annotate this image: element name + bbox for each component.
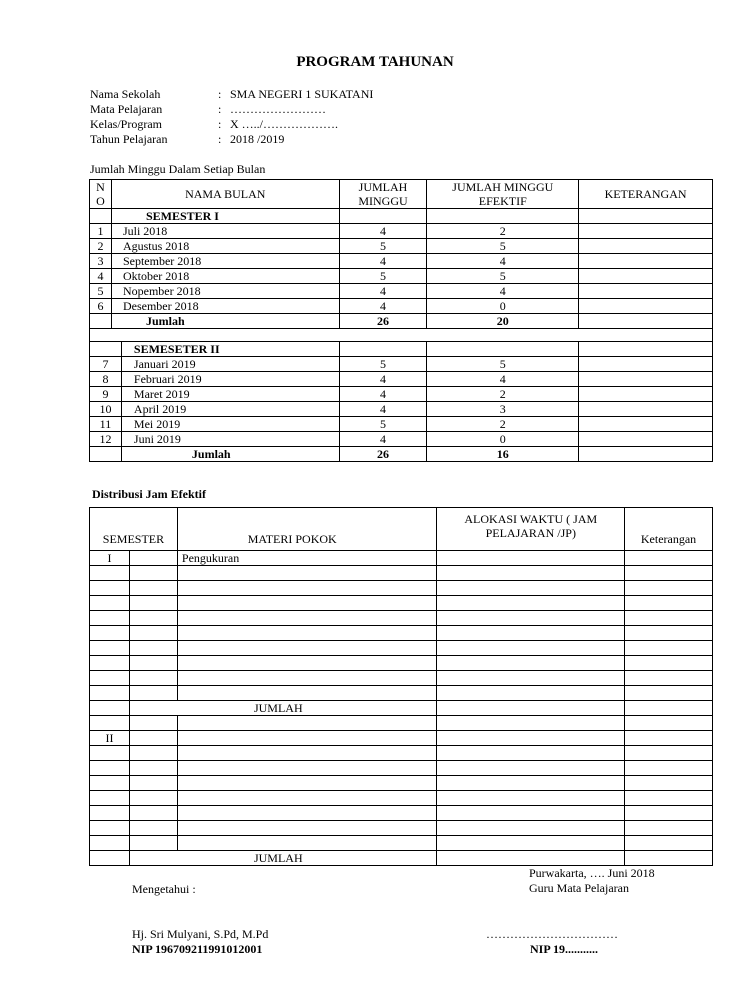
note-cell xyxy=(625,761,713,776)
info-separator: : xyxy=(218,102,222,116)
effective-value: 2 xyxy=(427,417,579,432)
month-row xyxy=(90,372,713,387)
month-name: Januari 2019 xyxy=(121,357,339,372)
materi-cell xyxy=(177,611,437,626)
note-cell xyxy=(625,656,713,671)
materi-cell xyxy=(177,716,437,731)
header-no-line: N xyxy=(96,180,105,194)
alokasi-cell xyxy=(437,761,625,776)
materi-cell xyxy=(177,791,437,806)
header-effective xyxy=(427,180,579,209)
effective-value: 2 xyxy=(427,387,579,402)
semester2-rows xyxy=(90,357,713,447)
total-row xyxy=(90,701,713,716)
month-name: Juli 2018 xyxy=(111,224,339,239)
table-cell xyxy=(90,209,112,224)
total-weeks: 26 xyxy=(339,447,427,462)
table-cell xyxy=(129,596,177,611)
semester-cell xyxy=(90,626,130,641)
row-number: 12 xyxy=(90,432,122,447)
row-number: 8 xyxy=(90,372,122,387)
note-cell xyxy=(625,791,713,806)
note-cell xyxy=(625,566,713,581)
effective-value: 5 xyxy=(427,239,579,254)
month-row xyxy=(90,402,713,417)
materi-cell xyxy=(177,761,437,776)
semester-cell xyxy=(90,836,130,851)
table-cell xyxy=(129,686,177,701)
weeks-value: 5 xyxy=(339,239,427,254)
materi-cell xyxy=(177,776,437,791)
row-number: 9 xyxy=(90,387,122,402)
semester-heading-row xyxy=(90,342,713,357)
table-cell xyxy=(129,656,177,671)
table-cell xyxy=(129,671,177,686)
table-header-row xyxy=(90,180,713,209)
note-cell xyxy=(625,551,713,566)
table-row xyxy=(90,626,713,641)
effective-value: 2 xyxy=(427,224,579,239)
table-row xyxy=(90,761,713,776)
distribution-rows xyxy=(90,551,713,866)
note-cell xyxy=(625,686,713,701)
semester-label: SEMESETER II xyxy=(121,342,339,357)
month-row xyxy=(90,239,713,254)
table-row xyxy=(90,731,713,746)
note-value xyxy=(579,357,713,372)
month-row xyxy=(90,357,713,372)
effective-value: 0 xyxy=(427,299,579,314)
weeks-value: 4 xyxy=(339,299,427,314)
table-row xyxy=(90,611,713,626)
materi-cell xyxy=(177,626,437,641)
table-cell xyxy=(129,716,177,731)
table-cell xyxy=(579,342,713,357)
table-cell xyxy=(90,342,122,357)
table-row xyxy=(90,806,713,821)
note-cell xyxy=(625,581,713,596)
principal-nip: NIP 196709211991012001 xyxy=(132,942,263,956)
page-title: PROGRAM TAHUNAN xyxy=(296,54,454,70)
semester-cell xyxy=(90,821,130,836)
info-value: X …../………………. xyxy=(230,117,338,131)
weeks-value: 5 xyxy=(339,357,427,372)
effective-value: 4 xyxy=(427,372,579,387)
table-cell xyxy=(129,836,177,851)
materi-cell xyxy=(177,596,437,611)
row-number: 11 xyxy=(90,417,122,432)
acknowledged-heading: Mengetahui : xyxy=(132,882,196,896)
alokasi-cell xyxy=(437,551,625,566)
table-cell xyxy=(129,806,177,821)
month-row xyxy=(90,284,713,299)
semester-cell xyxy=(90,791,130,806)
weeks-value: 5 xyxy=(339,417,427,432)
effective-value: 5 xyxy=(427,269,579,284)
info-label: Kelas/Program xyxy=(90,117,162,131)
materi-cell xyxy=(177,731,437,746)
table-cell xyxy=(427,209,579,224)
semester-cell xyxy=(90,716,130,731)
table-row xyxy=(90,791,713,806)
header-note: Keterangan xyxy=(625,508,713,551)
month-name: September 2018 xyxy=(111,254,339,269)
info-label: Mata Pelajaran xyxy=(90,102,163,116)
total-label: Jumlah xyxy=(121,447,339,462)
table-cell xyxy=(90,851,130,866)
materi-cell xyxy=(177,581,437,596)
semester-cell xyxy=(90,611,130,626)
signature-right-bottom xyxy=(486,927,618,957)
month-name: Nopember 2018 xyxy=(111,284,339,299)
note-cell xyxy=(625,596,713,611)
principal-name: Hj. Sri Mulyani, S.Pd, M.Pd xyxy=(132,927,269,941)
table-cell xyxy=(625,851,713,866)
info-value: …………………… xyxy=(230,102,326,116)
month-row xyxy=(90,224,713,239)
total-row xyxy=(90,447,713,462)
total-label: JUMLAH xyxy=(129,851,437,866)
info-value: 2018 /2019 xyxy=(230,132,285,146)
month-name: Oktober 2018 xyxy=(111,269,339,284)
semester-heading-row xyxy=(90,209,713,224)
alokasi-cell xyxy=(437,686,625,701)
table-row xyxy=(90,566,713,581)
info-row-subject xyxy=(90,102,373,117)
note-value xyxy=(579,432,713,447)
table-cell xyxy=(339,342,427,357)
header-weeks xyxy=(339,180,427,209)
note-cell xyxy=(625,746,713,761)
alokasi-cell xyxy=(437,836,625,851)
weeks-value: 4 xyxy=(339,224,427,239)
note-cell xyxy=(625,611,713,626)
table1-caption: Jumlah Minggu Dalam Setiap Bulan xyxy=(90,162,266,176)
note-cell xyxy=(625,731,713,746)
total-row xyxy=(90,851,713,866)
table-cell xyxy=(579,314,713,329)
alokasi-cell xyxy=(437,566,625,581)
info-label: Nama Sekolah xyxy=(90,87,161,101)
header-month: NAMA BULAN xyxy=(111,180,339,209)
month-row xyxy=(90,254,713,269)
table-row xyxy=(90,821,713,836)
semester-cell xyxy=(90,671,130,686)
header-effective-line: EFEKTIF xyxy=(478,194,527,208)
semester-cell xyxy=(90,746,130,761)
info-separator: : xyxy=(218,117,222,131)
spacer-row xyxy=(90,329,713,342)
weeks-value: 4 xyxy=(339,402,427,417)
table-cell xyxy=(129,551,177,566)
materi-cell xyxy=(177,746,437,761)
header-note: KETERANGAN xyxy=(579,180,713,209)
teacher-nip: NIP 19........... xyxy=(530,942,599,956)
semester-cell xyxy=(90,806,130,821)
note-cell xyxy=(625,641,713,656)
table-cell xyxy=(90,447,122,462)
materi-cell: Pengukuran xyxy=(177,551,437,566)
semester-cell xyxy=(90,581,130,596)
row-number: 10 xyxy=(90,402,122,417)
materi-cell xyxy=(177,806,437,821)
month-name: Mei 2019 xyxy=(121,417,339,432)
month-name: Maret 2019 xyxy=(121,387,339,402)
table-cell xyxy=(129,611,177,626)
semester-cell: I xyxy=(90,551,130,566)
header-materi: MATERI POKOK xyxy=(177,508,437,551)
effective-value: 3 xyxy=(427,402,579,417)
header-alokasi xyxy=(437,508,625,551)
info-separator: : xyxy=(218,87,222,101)
alokasi-cell xyxy=(437,731,625,746)
table-cell xyxy=(129,791,177,806)
alokasi-cell xyxy=(437,806,625,821)
semester1-rows xyxy=(90,224,713,314)
note-value xyxy=(579,284,713,299)
table-cell xyxy=(129,641,177,656)
row-number: 4 xyxy=(90,269,112,284)
table-row xyxy=(90,746,713,761)
month-name: Juni 2019 xyxy=(121,432,339,447)
table-cell xyxy=(579,209,713,224)
alokasi-cell xyxy=(437,671,625,686)
semester-cell xyxy=(90,776,130,791)
teacher-heading: Guru Mata Pelajaran xyxy=(529,881,629,895)
table-header-row xyxy=(90,508,713,551)
weeks-value: 4 xyxy=(339,387,427,402)
info-separator: : xyxy=(218,132,222,146)
header-weeks-line: MINGGU xyxy=(358,194,408,208)
table-row xyxy=(90,581,713,596)
row-number: 7 xyxy=(90,357,122,372)
table-cell xyxy=(90,329,713,342)
table2-caption: Distribusi Jam Efektif xyxy=(92,487,206,501)
note-cell xyxy=(625,671,713,686)
effective-value: 0 xyxy=(427,432,579,447)
table-cell xyxy=(129,821,177,836)
header-no xyxy=(90,180,112,209)
alokasi-cell xyxy=(437,716,625,731)
total-row xyxy=(90,314,713,329)
note-cell xyxy=(625,626,713,641)
table-row xyxy=(90,671,713,686)
row-number: 3 xyxy=(90,254,112,269)
alokasi-cell xyxy=(437,581,625,596)
table-cell xyxy=(129,731,177,746)
semester-cell xyxy=(90,761,130,776)
table-row xyxy=(90,596,713,611)
semester-cell xyxy=(90,641,130,656)
table-cell xyxy=(129,746,177,761)
note-value xyxy=(579,269,713,284)
hours-distribution-table xyxy=(89,507,713,866)
table-cell xyxy=(90,701,130,716)
materi-cell xyxy=(177,686,437,701)
alokasi-cell xyxy=(437,656,625,671)
semester-cell xyxy=(90,596,130,611)
materi-cell xyxy=(177,671,437,686)
table-cell xyxy=(129,761,177,776)
alokasi-cell xyxy=(437,596,625,611)
header-effective-line: JUMLAH MINGGU xyxy=(452,180,554,194)
place-date: Purwakarta, …. Juni 2018 xyxy=(529,866,655,880)
info-row-year xyxy=(90,132,373,147)
table-row xyxy=(90,776,713,791)
materi-cell xyxy=(177,641,437,656)
note-value xyxy=(579,402,713,417)
table-row xyxy=(90,836,713,851)
note-cell xyxy=(625,806,713,821)
month-row xyxy=(90,432,713,447)
info-row-school xyxy=(90,87,373,102)
note-cell xyxy=(625,776,713,791)
note-value xyxy=(579,224,713,239)
note-cell xyxy=(625,836,713,851)
semester-cell xyxy=(90,566,130,581)
table-cell xyxy=(129,776,177,791)
header-alokasi-line: PELAJARAN /JP) xyxy=(485,526,576,540)
table-row xyxy=(90,641,713,656)
alokasi-cell xyxy=(437,611,625,626)
month-row xyxy=(90,417,713,432)
note-value xyxy=(579,299,713,314)
table-row xyxy=(90,656,713,671)
alokasi-cell xyxy=(437,776,625,791)
row-number: 2 xyxy=(90,239,112,254)
materi-cell xyxy=(177,566,437,581)
month-name: Februari 2019 xyxy=(121,372,339,387)
semester-label: SEMESTER I xyxy=(111,209,339,224)
month-row xyxy=(90,387,713,402)
table-cell xyxy=(339,209,427,224)
note-value xyxy=(579,417,713,432)
weeks-value: 4 xyxy=(339,254,427,269)
effective-value: 5 xyxy=(427,357,579,372)
note-value xyxy=(579,254,713,269)
info-label: Tahun Pelajaran xyxy=(90,132,168,146)
month-row xyxy=(90,299,713,314)
alokasi-cell xyxy=(437,626,625,641)
effective-value: 4 xyxy=(427,254,579,269)
note-value xyxy=(579,239,713,254)
table-cell xyxy=(129,581,177,596)
table-cell xyxy=(129,626,177,641)
alokasi-cell xyxy=(437,821,625,836)
month-name: Agustus 2018 xyxy=(111,239,339,254)
row-number: 6 xyxy=(90,299,112,314)
semester-cell xyxy=(90,686,130,701)
signature-left-block xyxy=(132,927,268,957)
table-cell xyxy=(90,314,112,329)
total-weeks: 26 xyxy=(339,314,427,329)
month-row xyxy=(90,269,713,284)
month-name: Desember 2018 xyxy=(111,299,339,314)
total-label: JUMLAH xyxy=(129,701,437,716)
info-value: SMA NEGERI 1 SUKATANI xyxy=(230,87,374,101)
header-semester: SEMESTER xyxy=(90,508,178,551)
alokasi-cell xyxy=(437,746,625,761)
total-label: Jumlah xyxy=(111,314,339,329)
semester-cell: II xyxy=(90,731,130,746)
semester-cell xyxy=(90,656,130,671)
materi-cell xyxy=(177,656,437,671)
school-info xyxy=(90,87,373,147)
weeks-value: 4 xyxy=(339,372,427,387)
signature-right-block xyxy=(529,866,655,896)
table-cell xyxy=(625,701,713,716)
table-row xyxy=(90,551,713,566)
weeks-value: 4 xyxy=(339,284,427,299)
month-name: April 2019 xyxy=(121,402,339,417)
note-cell xyxy=(625,821,713,836)
note-cell xyxy=(625,716,713,731)
effective-value: 4 xyxy=(427,284,579,299)
teacher-name: …………………………… xyxy=(486,927,618,941)
table-cell xyxy=(437,701,625,716)
note-value xyxy=(579,387,713,402)
materi-cell xyxy=(177,821,437,836)
alokasi-cell xyxy=(437,641,625,656)
weeks-per-month-table xyxy=(89,179,713,462)
table-cell xyxy=(129,566,177,581)
note-value xyxy=(579,372,713,387)
row-number: 1 xyxy=(90,224,112,239)
row-number: 5 xyxy=(90,284,112,299)
header-no-line: O xyxy=(96,194,105,208)
header-alokasi-line: ALOKASI WAKTU ( JAM xyxy=(464,512,598,526)
header-weeks-line: JUMLAH xyxy=(358,180,408,194)
weeks-value: 5 xyxy=(339,269,427,284)
table-cell xyxy=(437,851,625,866)
table-row xyxy=(90,716,713,731)
table-cell xyxy=(579,447,713,462)
alokasi-cell xyxy=(437,791,625,806)
info-row-class xyxy=(90,117,373,132)
table-row xyxy=(90,686,713,701)
materi-cell xyxy=(177,836,437,851)
total-effective: 20 xyxy=(427,314,579,329)
total-effective: 16 xyxy=(427,447,579,462)
table-cell xyxy=(427,342,579,357)
weeks-value: 4 xyxy=(339,432,427,447)
